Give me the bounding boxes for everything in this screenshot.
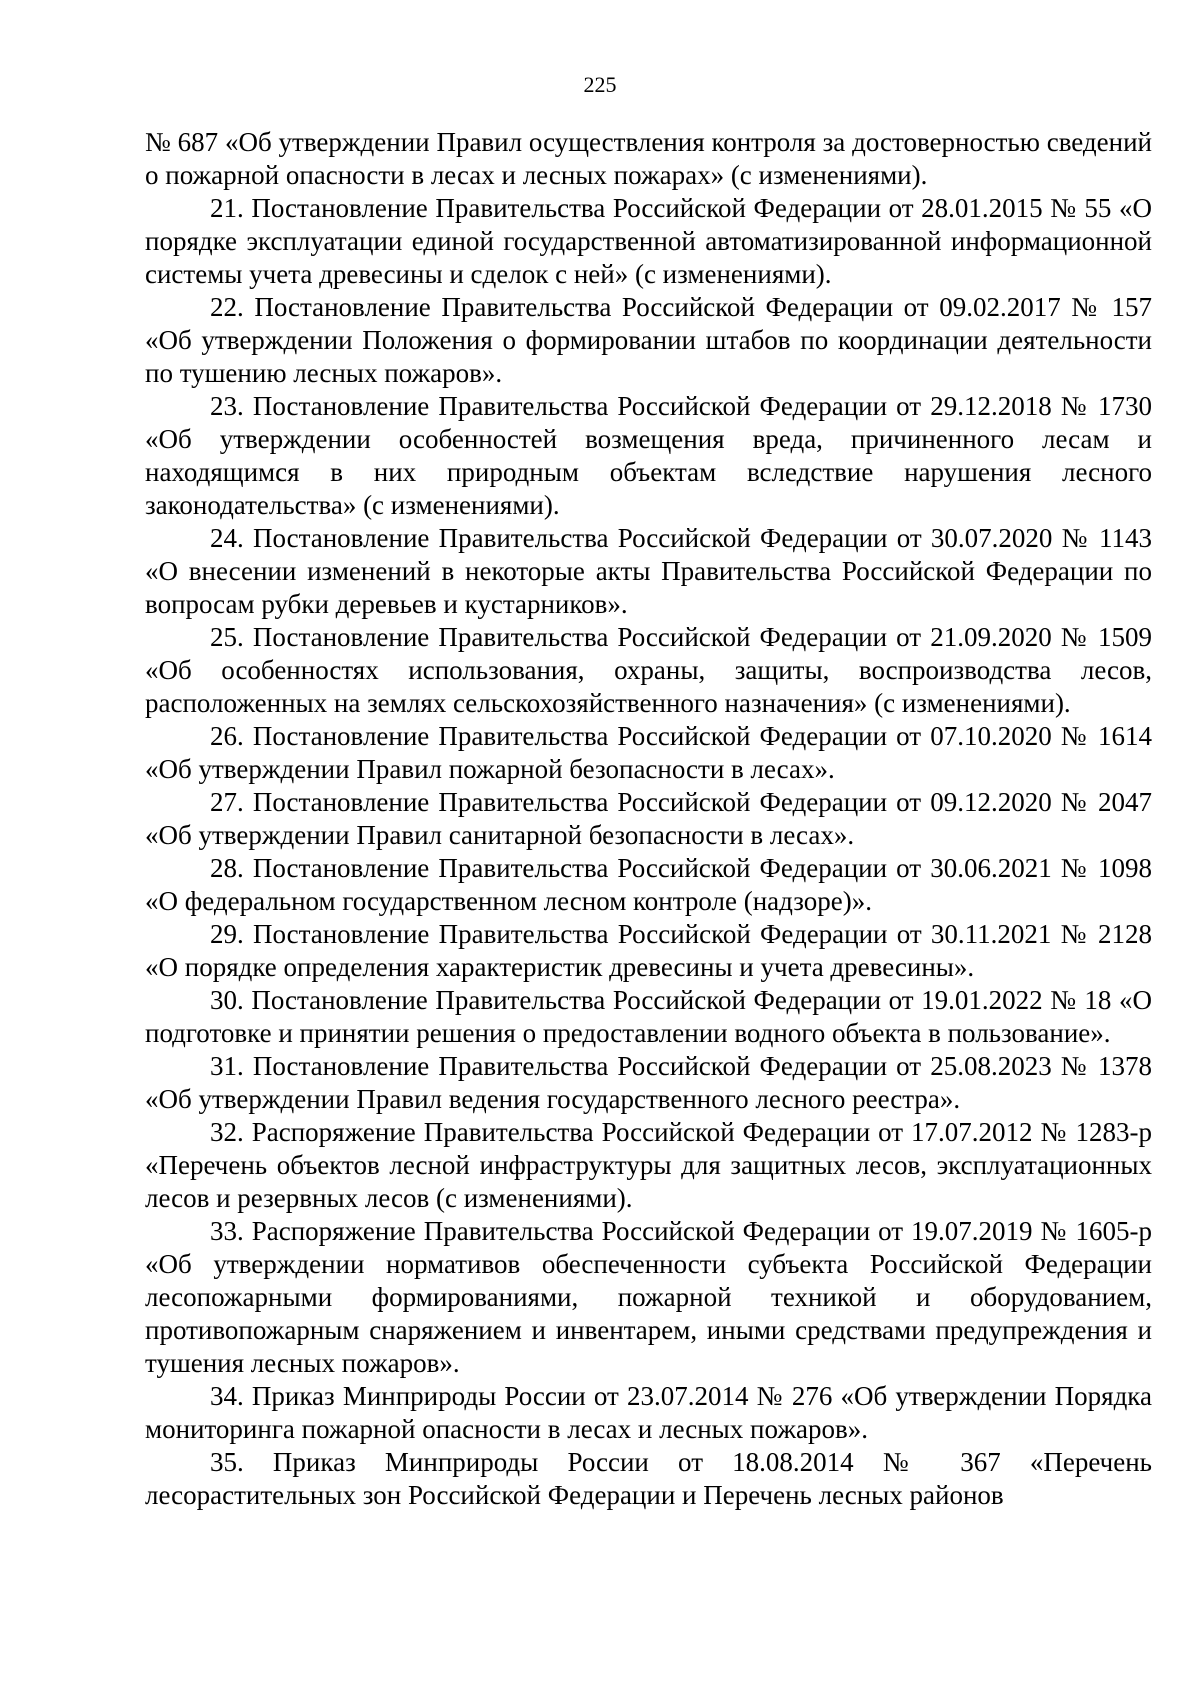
list-item-32: 32. Распоряжение Правительства Российской Федерации от 17.07.2012 № 1283-р «Перечень объектов лесной инфраструктуры для защитных лесов, эксплуатационных лесов и резервных лесов (с изменениями). bbox=[145, 1117, 1152, 1213]
list-item-22: 22. Постановление Правительства Российской Федерации от 09.02.2017 № 157 «Об утверждении Положения о формировании штабов по координации деятельности по тушению лесных пожаров». bbox=[145, 292, 1152, 388]
list-item-34: 34. Приказ Минприроды России от 23.07.2014 № 276 «Об утверждении Порядка мониторинга пожарной опасности в лесах и лесных пожаров». bbox=[145, 1381, 1152, 1444]
list-item-24: 24. Постановление Правительства Российской Федерации от 30.07.2020 № 1143 «О внесении изменений в некоторые акты Правительства Российской Федерации по вопросам рубки деревьев и кустарников». bbox=[145, 523, 1152, 619]
paragraph-continuation: № 687 «Об утверждении Правил осуществления контроля за достоверностью сведений о пожарной опасности в лесах и лесных пожарах» (с изменениями). bbox=[145, 127, 1152, 190]
list-item-27: 27. Постановление Правительства Российской Федерации от 09.12.2020 № 2047 «Об утверждении Правил санитарной безопасности в лесах». bbox=[145, 787, 1152, 850]
list-item-26: 26. Постановление Правительства Российской Федерации от 07.10.2020 № 1614 «Об утверждении Правил пожарной безопасности в лесах». bbox=[145, 721, 1152, 784]
list-item-28: 28. Постановление Правительства Российской Федерации от 30.06.2021 № 1098 «О федеральном государственном лесном контроле (надзоре)». bbox=[145, 853, 1152, 916]
list-item-23: 23. Постановление Правительства Российской Федерации от 29.12.2018 № 1730 «Об утверждении особенностей возмещения вреда, причиненного лесам и находящимся в них природным объектам вследствие нарушения лесного законодательства» (с изменениями). bbox=[145, 391, 1152, 520]
list-item-21: 21. Постановление Правительства Российской Федерации от 28.01.2015 № 55 «О порядке эксплуатации единой государственной автоматизированной информационной системы учета древесины и сделок с ней» (с изменениями). bbox=[145, 193, 1152, 289]
list-item-35: 35. Приказ Минприроды России от 18.08.2014 № 367 «Перечень лесорастительных зон Российской Федерации и Перечень лесных районов bbox=[145, 1447, 1152, 1510]
page-number: 225 bbox=[583, 72, 617, 97]
list-item-25: 25. Постановление Правительства Российской Федерации от 21.09.2020 № 1509 «Об особенностях использования, охраны, защиты, воспроизводства лесов, расположенных на землях сельскохозяйственного назначения» (с изменениями). bbox=[145, 622, 1152, 718]
list-item-33: 33. Распоряжение Правительства Российской Федерации от 19.07.2019 № 1605-р «Об утверждении нормативов обеспеченности субъекта Российской Федерации лесопожарными формированиями, пожарной техникой и оборудованием, противопожарным снаряжением и инвентарем, иными средствами предупреждения и тушения лесных пожаров». bbox=[145, 1216, 1152, 1378]
list-item-30: 30. Постановление Правительства Российской Федерации от 19.01.2022 № 18 «О подготовке и принятии решения о предоставлении водного объекта в пользование». bbox=[145, 985, 1152, 1048]
list-item-29: 29. Постановление Правительства Российской Федерации от 30.11.2021 № 2128 «О порядке определения характеристик древесины и учета древесины». bbox=[145, 919, 1152, 982]
document-body bbox=[145, 126, 1152, 1512]
list-item-31: 31. Постановление Правительства Российской Федерации от 25.08.2023 № 1378 «Об утверждении Правил ведения государственного лесного реестра». bbox=[145, 1051, 1152, 1114]
